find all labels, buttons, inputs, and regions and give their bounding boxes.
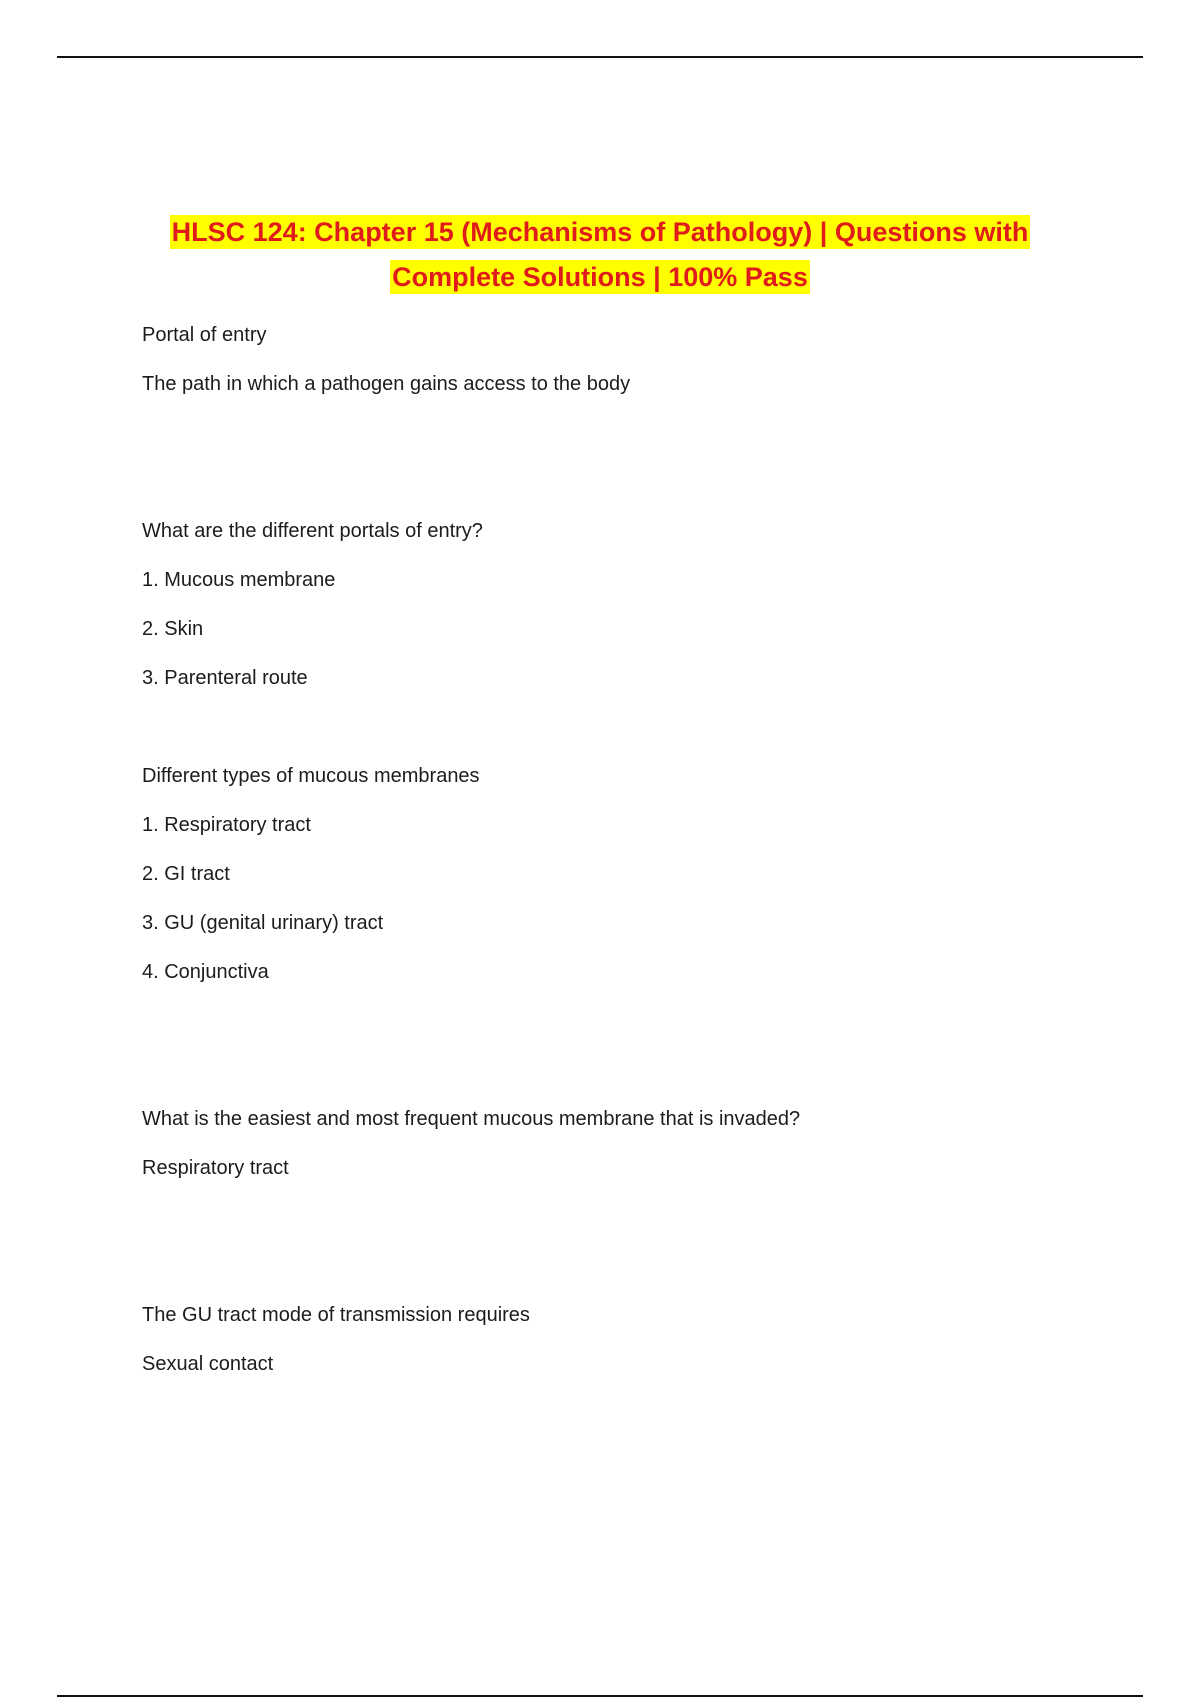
- answer-5-1: Sexual contact: [142, 1353, 274, 1375]
- question-1: Portal of entry: [142, 324, 267, 346]
- answer-2-2: 2. Skin: [142, 618, 204, 640]
- answer-3-4: 4. Conjunctiva: [142, 961, 269, 983]
- answer-4-1: Respiratory tract: [142, 1157, 289, 1179]
- question-4: What is the easiest and most frequent mucous membrane that is invaded?: [142, 1108, 801, 1130]
- bottom-rule: [57, 1695, 1143, 1697]
- question-5: The GU tract mode of transmission requires: [142, 1304, 530, 1326]
- answer-1-1: The path in which a pathogen gains access to the body: [142, 373, 631, 395]
- question-3: Different types of mucous membranes: [142, 765, 480, 787]
- title-line-1: HLSC 124: Chapter 15 (Mechanisms of Pathology) | Questions with: [171, 217, 1029, 247]
- answer-3-1: 1. Respiratory tract: [142, 814, 311, 836]
- title-line-2: Complete Solutions | 100% Pass: [392, 262, 808, 292]
- question-2: What are the different portals of entry?: [142, 520, 483, 542]
- answer-2-1: 1. Mucous membrane: [142, 569, 336, 591]
- answer-3-2: 2. GI tract: [142, 863, 230, 885]
- top-rule: [57, 56, 1143, 58]
- document-title: [150, 210, 1050, 300]
- answer-2-3: 3. Parenteral route: [142, 667, 308, 689]
- answer-3-3: 3. GU (genital urinary) tract: [142, 912, 384, 934]
